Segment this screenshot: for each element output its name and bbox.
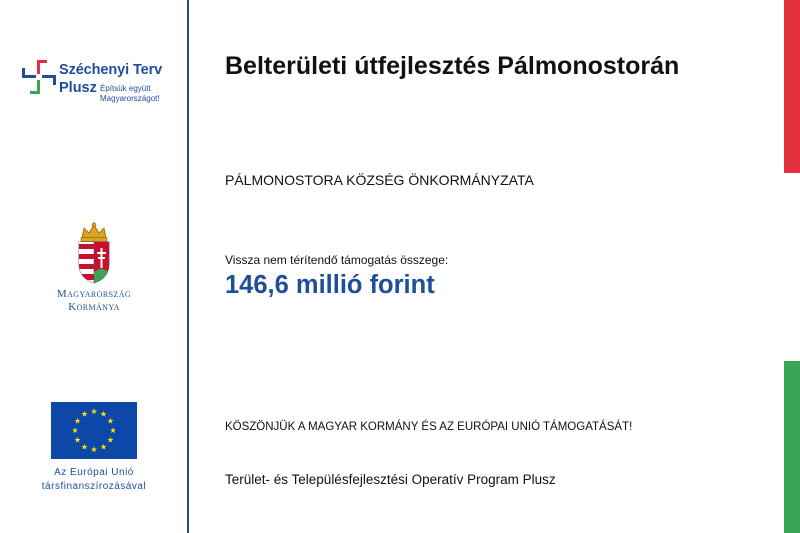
eu-text-line-1: Az Európai Unió xyxy=(54,467,134,478)
eu-flag-icon xyxy=(51,402,137,459)
vertical-divider xyxy=(187,0,189,533)
szechenyi-tagline-1: Építsük együtt xyxy=(100,84,151,93)
thanks-statement: KÖSZÖNJÜK A MAGYAR KORMÁNY ÉS AZ EURÓPAI UNIÓ TÁMOGATÁSÁT! xyxy=(225,421,633,433)
eu-text-line-2: társfinanszírozásával xyxy=(41,481,147,492)
government-name-line-2: Kormánya xyxy=(68,301,120,313)
szechenyi-tagline xyxy=(100,84,160,104)
szechenyi-plusz: Plusz xyxy=(59,80,97,96)
eu-cofinancing-text xyxy=(0,466,188,494)
szechenyi-plus-icon xyxy=(22,60,56,94)
hungarian-coat-of-arms-icon xyxy=(74,222,114,284)
grant-amount-label: Vissza nem térítendő támogatás összege: xyxy=(225,253,449,267)
beneficiary-name: PÁLMONOSTORA KÖZSÉG ÖNKORMÁNYZATA xyxy=(225,172,534,188)
red-accent-bar xyxy=(784,0,800,173)
green-accent-bar xyxy=(784,361,800,533)
government-name xyxy=(0,288,188,314)
szechenyi-logo xyxy=(22,58,182,124)
logo-column xyxy=(0,0,188,533)
szechenyi-title: Széchenyi Terv xyxy=(59,62,163,78)
grant-amount-value: 146,6 millió forint xyxy=(225,271,435,299)
szechenyi-tagline-2: Magyarországot! xyxy=(100,94,160,103)
program-name: Terület- és Településfejlesztési Operatív Program Plusz xyxy=(225,472,556,487)
project-title: Belterületi útfejlesztés Pálmonostorán xyxy=(225,52,680,80)
government-name-line-1: Magyarország xyxy=(56,288,132,300)
